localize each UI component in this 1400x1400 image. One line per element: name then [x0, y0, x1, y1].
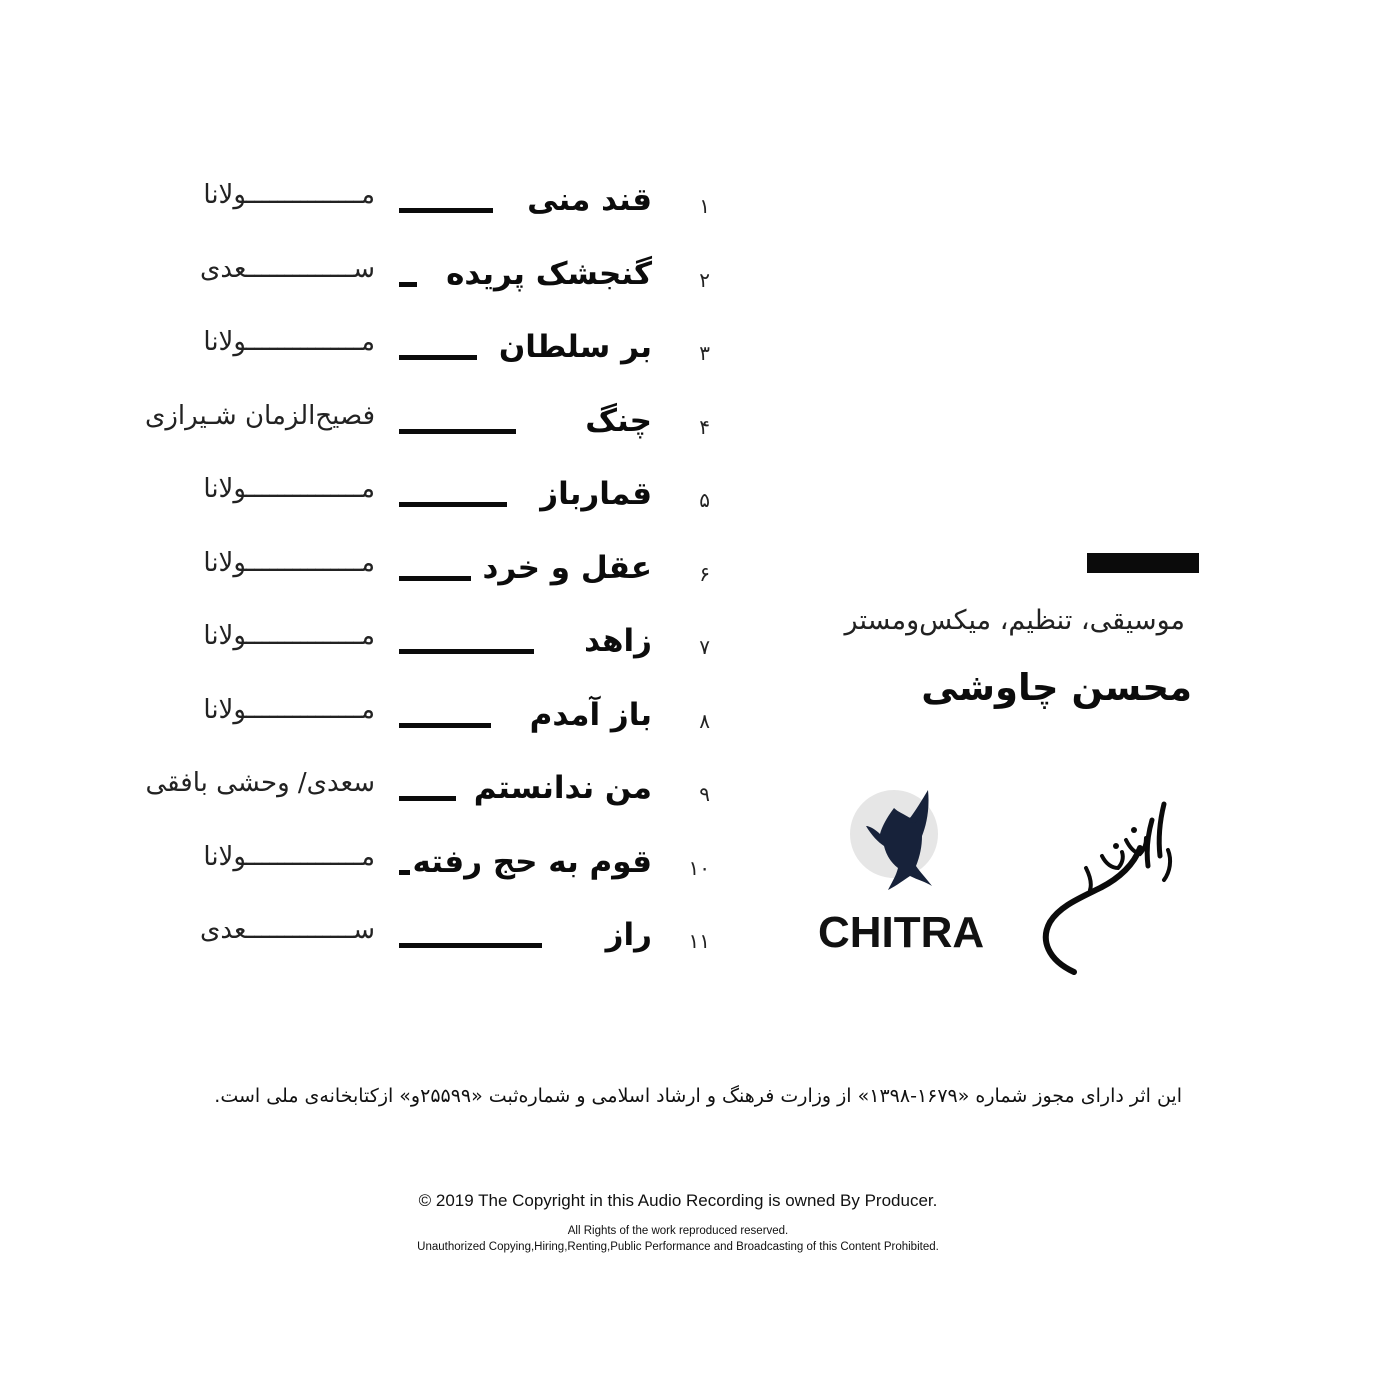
credits-role: موسیقی، تنظیم، میکس‌ومستر: [844, 605, 1185, 636]
track-number: ۱۰: [688, 855, 710, 880]
track-poet: مـــــــــــــــولانا: [203, 841, 375, 872]
chitra-logo: [818, 786, 985, 958]
track-number: ۴: [699, 414, 710, 439]
track-title: باز آمدم: [529, 696, 652, 733]
track-divider: [399, 723, 491, 728]
chitra-wordmark: CHITRA: [818, 908, 985, 957]
track-title: راز: [605, 917, 652, 953]
track-poet: ســــــــــــــعدی: [200, 915, 375, 945]
track-poet: فصیح‌الزمان شـیرازی: [144, 400, 375, 431]
track-title: زاهد: [584, 623, 652, 659]
track-poet: ســــــــــــــعدی: [200, 253, 375, 284]
license-text: این اثر دارای مجوز شماره «۱۶۷۹-۱۳۹۸» از وزارت فرهنگ و ارشاد اسلامی و شماره‌ثبت «۲۵۵۹۹و» ازکتابخانه‌ی ملی است.: [214, 1085, 1182, 1107]
track-title: گنجشک پریده: [446, 255, 652, 292]
track-divider: [399, 208, 493, 213]
track-divider: [399, 502, 507, 507]
track-row: [110, 474, 710, 524]
rights-text: All Rights of the work reproduced reserved.: [567, 1225, 789, 1237]
track-poet: مـــــــــــــــولانا: [203, 327, 375, 357]
track-poet: مـــــــــــــــولانا: [203, 180, 375, 210]
track-title: بر سلطان: [498, 329, 652, 365]
track-row: [110, 401, 710, 451]
credits-name: محسن چاوشی: [921, 666, 1192, 709]
dove-icon: [818, 786, 970, 906]
track-title: من ندانستم: [473, 770, 652, 806]
track-row: [110, 180, 710, 230]
track-title: قمارباز: [540, 476, 652, 512]
track-number: ۸: [699, 708, 710, 733]
credits-bar: [1087, 553, 1199, 573]
track-row: [110, 842, 710, 892]
track-row: [110, 548, 710, 598]
irangam-logo: [1030, 790, 1180, 980]
track-row: [110, 915, 710, 965]
track-number: ۲: [699, 267, 710, 292]
track-divider: [399, 943, 542, 948]
track-divider: [399, 649, 534, 654]
track-divider: [399, 282, 417, 287]
track-divider: [399, 429, 516, 434]
track-row: [110, 327, 710, 377]
irangam-wordmark: [1030, 790, 1180, 980]
track-divider: [399, 870, 410, 875]
track-number: ۳: [699, 341, 710, 365]
track-number: ۱: [699, 194, 710, 218]
track-number: ۶: [699, 561, 710, 586]
track-row: [110, 768, 710, 818]
track-poet: مـــــــــــــــولانا: [203, 474, 375, 504]
track-divider: [399, 576, 471, 581]
track-poet: مـــــــــــــــولانا: [203, 621, 375, 651]
prohibited-text: Unauthorized Copying,Hiring,Renting,Public Performance and Broadcasting of this Content Prohibited.: [417, 1241, 939, 1253]
track-title: قوم به حج رفته: [412, 843, 652, 880]
track-row: [110, 695, 710, 745]
track-number: ۹: [699, 782, 710, 806]
track-number: ۱۱: [688, 929, 710, 953]
track-poet: سعدی/ وحشی بافقی: [145, 768, 375, 798]
track-number: ۵: [699, 488, 710, 512]
copyright-text: © 2019 The Copyright in this Audio Recording is owned By Producer.: [418, 1191, 938, 1210]
track-row: [110, 621, 710, 671]
track-title: چنگ: [585, 402, 652, 439]
track-row: [110, 254, 710, 304]
track-divider: [399, 796, 456, 801]
track-divider: [399, 355, 477, 360]
track-number: ۷: [699, 635, 710, 659]
track-poet: مـــــــــــــــولانا: [203, 694, 375, 725]
track-title: قند منی: [527, 182, 652, 218]
track-poet: مـــــــــــــــولانا: [203, 547, 375, 578]
track-title: عقل و خرد: [482, 549, 652, 586]
